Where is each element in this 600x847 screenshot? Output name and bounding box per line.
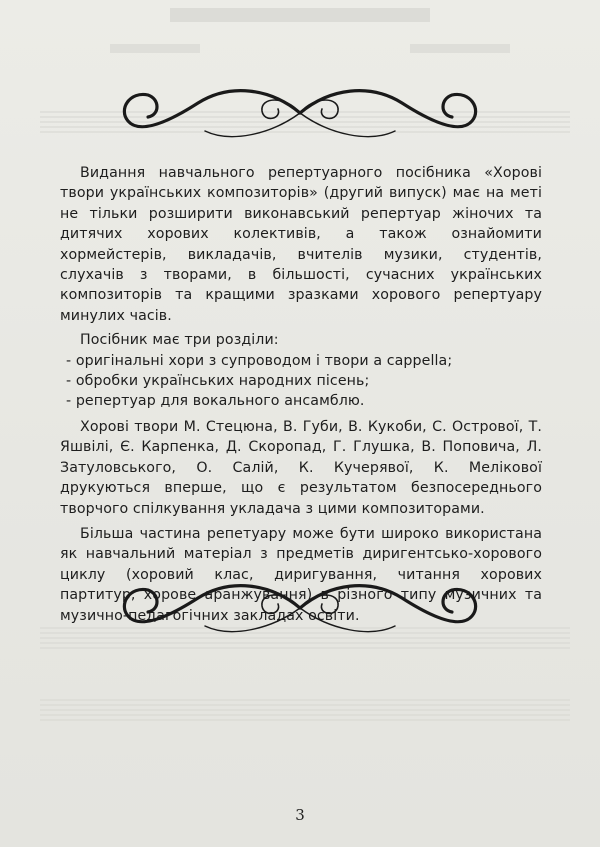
paragraph-sections-heading: Посібник має три розділи: bbox=[80, 332, 279, 349]
flourish-divider-icon bbox=[110, 568, 490, 648]
paragraph-intro: Видання навчального репертуарного посібника «Хорові твори українських композиторів» (другий випуск) має на меті не тільки розширити виконавський репертуар жіночих та дитячих хорових колективів, а також ознайомити хормейстерів, викладачів, вчителів музики, студентів, слухачів з творами, в більшості, сучасних українських композиторів та кращими зразками хорового репертуару минулих часів. bbox=[60, 165, 542, 324]
paragraph-composers: Хорові твори М. Стецюна, В. Губи, В. Кукоби, С. Острової, Т. Яшвілі, Є. Карпенка, Д. Скоропад, Г. Глушка, В. Поповича, Л. Затуловського, О. Салій, К. Кучерявої, К. Мелікової друкуються вперше, що є результатом безпосереднього творчого спілкування укладача з цими композиторами. bbox=[60, 418, 542, 517]
list-item: - оригінальні хори з супроводом і твори a cappella; bbox=[66, 352, 453, 369]
flourish-divider-icon bbox=[110, 73, 490, 153]
page-number: 3 bbox=[295, 806, 305, 824]
preface-text bbox=[60, 163, 542, 626]
list-item: - репертуар для вокального ансамблю. bbox=[66, 393, 365, 410]
list-item: - обробки українських народних пісень; bbox=[66, 373, 370, 390]
sections-list bbox=[60, 351, 542, 412]
paragraph-usage: Більша частина репетуару може бути широко використана як навчальний матеріал з предметів диригентсько-хорового циклу (хоровий клас, диригування, читання хорових партитур, хорове аранжування) в різного типу музичних та музично-педагогічних закладах освіти. bbox=[60, 525, 542, 624]
